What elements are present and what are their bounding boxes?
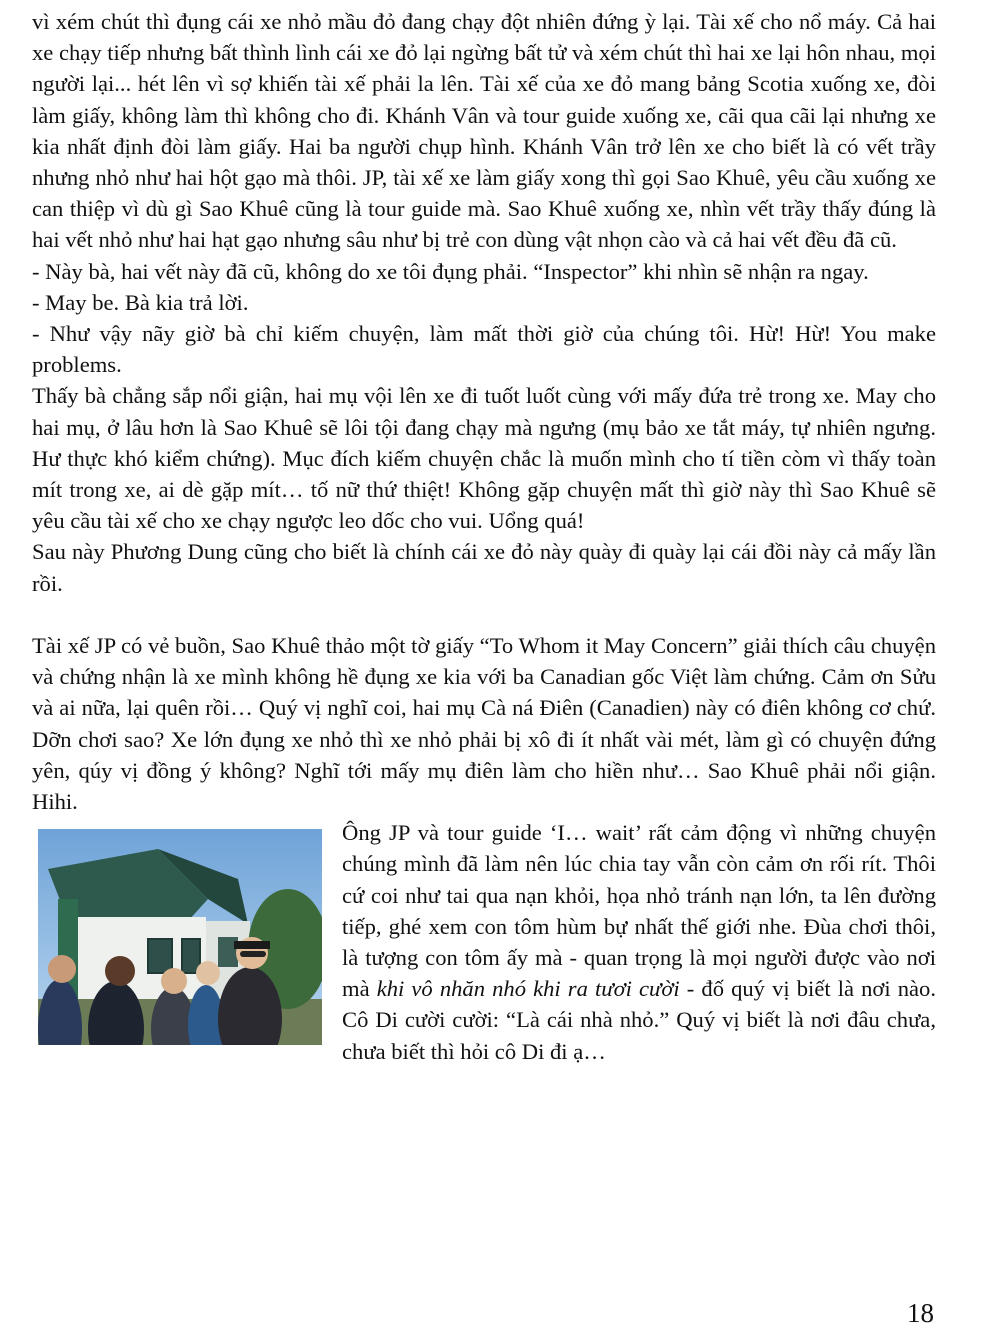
group-photo-illustration xyxy=(38,829,322,1045)
italic-phrase: khi vô nhăn nhó khi ra tươi cười xyxy=(376,976,680,1002)
dialogue-line-3: - Như vậy nãy giờ bà chỉ kiếm chuyện, làm mất thời giờ của chúng tôi. Hừ! Hừ! You make problems. xyxy=(32,321,936,378)
paragraph-4: Tài xế JP có vẻ buồn, Sao Khuê thảo một tờ giấy “To Whom it May Concern” giải thích câu chuyện và chứng nhận là xe mình không hề đụng xe kia với ba Canadian gốc Việt làm chứng. Cảm ơn Sửu và ai nữa, lại quên rồi… Quý vị nghĩ coi, hai mụ Cà ná Điên (Canadien) này có điên không cơ chứ. Dỡn chơi sao? Xe lớn đụng xe nhỏ thì xe nhỏ phải bị xô đi ít nhất vài mét, làm gì có chuyện đứng yên, qúy vị đồng ý không? Nghĩ tới mấy mụ điên làm cho hiền như… Sao Khuê phải nổi giận. Hihi. xyxy=(32,633,936,815)
paragraph-2: Thấy bà chẳng sắp nổi giận, hai mụ vội lên xe đi tuốt luốt cùng với mấy đứa trẻ trong xe. May cho hai mụ, ở lâu hơn là Sao Khuê sẽ lôi tội đang chạy mà ngưng (mụ bảo xe tắt máy, tự nhiên ngưng. Hư thực khó kiểm chứng). Mục đích kiếm chuyện chắc là muốn mình cho tí tiền còm vì thấy toàn mít trong xe, ai dè gặp mít… tố nữ thứ thiệt! Không gặp chuyện mất thì giờ này thì Sao Khuê sẽ yêu cầu tài xế cho xe chạy ngược leo dốc cho vui. Uổng quá! xyxy=(32,383,936,534)
paragraph-1: vì xém chút thì đụng cái xe nhỏ mầu đỏ đang chạy đột nhiên đứng ỳ lại. Tài xế cho nổ máy. Cả hai xe chạy tiếp nhưng bất thình lình cái xe đỏ lại ngừng bất tử và xém chút thì hai xe lại hôn nhau, mọi người lại... hét lên vì sợ khiến tài xế phải la lên. Tài xế của xe đỏ mang bảng Scotia xuống xe, đòi làm giấy, không làm thì không cho đi. Khánh Vân và tour guide xuống xe, cãi qua cãi lại nhưng xe kia nhất định đòi làm giấy. Hai ba người chụp hình. Khánh Vân trở lên xe cho biết là có vết trầy nhưng nhỏ như hai hột gạo mà thôi. JP, tài xế xe làm giấy xong thì gọi Sao Khuê, yêu cầu xuống xe can thiệp vì dù gì Sao Khuê cũng là tour guide mà. Sao Khuê xuống xe, nhìn vết trầy thấy đúng là hai vết nhỏ như hai hạt gạo nhưng sâu như bị trẻ con dùng vật nhọn cào và cả hai vết đều đã cũ. xyxy=(32,9,936,253)
page-number: 18 xyxy=(907,1298,934,1328)
paragraph-spacer xyxy=(32,599,936,630)
dialogue-line-2: - May be. Bà kia trả lời. xyxy=(32,289,249,315)
paragraph-3: Sau này Phương Dung cũng cho biết là chính cái xe đỏ này quày đi quày lại cái đồi này cả mấy lần rồi. xyxy=(32,539,936,596)
group-photo xyxy=(38,829,322,1045)
paragraph-5-text: Ông JP và tour guide ‘I… wait’ rất cảm động vì những chuyện chúng mình đã làm nên lúc chia tay vẫn còn cảm ơn rối rít. Thôi cứ coi như tai qua nạn khỏi, họa nhỏ tránh nạn lớn, ta lên đường tiếp, ghé xem con tôm hùm bự nhất thế giới nhe. Đùa chơi thôi, là tượng con tôm ấy mà - quan trọng là mọi người được vào nơi mà xyxy=(342,820,936,1002)
article-body xyxy=(32,6,936,1067)
paragraph-5-ending: - đố quý vị biết là nơi nào. Cô Di cười cười: “Là cái nhà nhỏ.” Quý vị biết là nơi đâu chưa, chưa biết thì hỏi cô Di đi ạ… xyxy=(342,976,936,1064)
dialogue-line-1: - Này bà, hai vết này đã cũ, không do xe tôi đụng phải. “Inspector” khi nhìn sẽ nhận ra ngay. xyxy=(32,258,869,284)
